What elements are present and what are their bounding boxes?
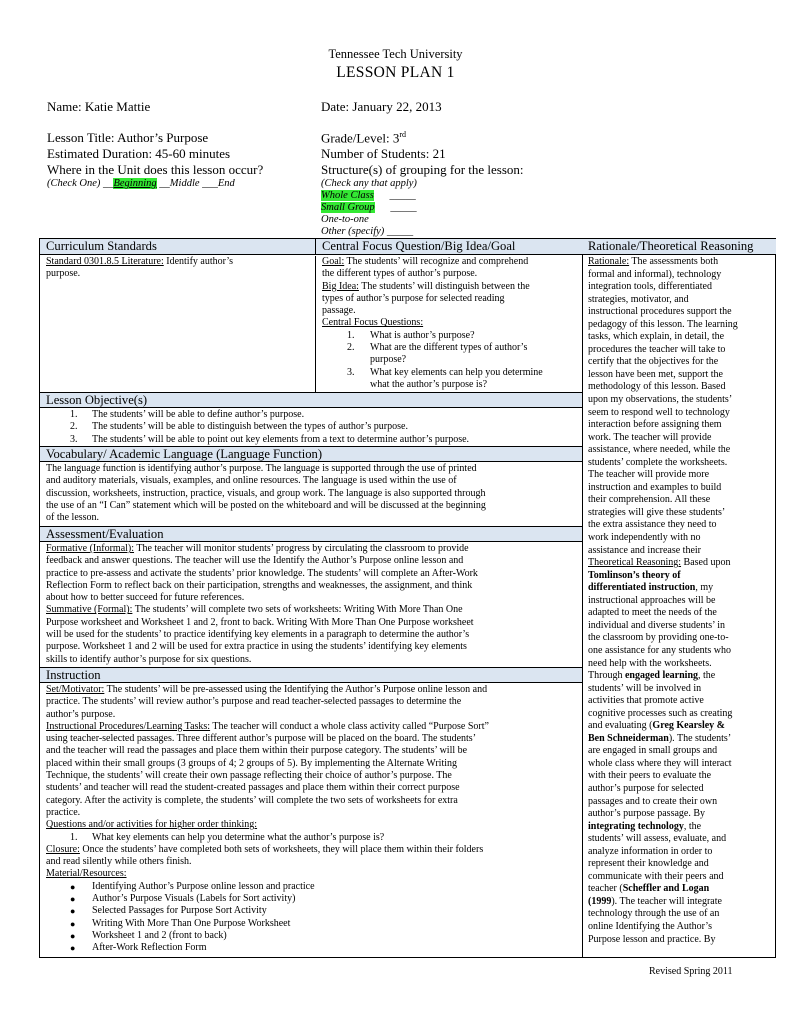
lesson-date: Date: January 22, 2013 <box>321 99 442 114</box>
header-rationale: Rationale/Theoretical Reasoning <box>582 239 776 255</box>
option-whole-class: Whole Class _____ <box>321 190 416 201</box>
estimated-duration: Estimated Duration: 45-60 minutes <box>47 146 231 161</box>
objectives-list: 1. The students’ will be able to define author’s purpose. 2. The students’ will be able to distinguish between the types of author’s purpose. 3. The students’ will be able to point out key elements from a text to determine author’s purpose. <box>70 409 470 445</box>
assessment-text: Formative (Informal): The teacher will monitor students’ progress by circulating the classroom to provide feedback and answer questions. The teacher will use the Identify the Author’s Purpose online lesson and practice to pre-assess and activate the students’ prior knowledge. The students’ will complete an After-Work Reflection Form to reflect back on their participation, strengths and weaknesses, the assignment, and think about how to better succeed for future references. Summative (Formal): The students’ will complete two sets of worksheets: Writing With More Than One Purpose worksheet and Worksheet 1 and 2, front to back. Writing With More Than One Purpose worksheet will be used for the students’ to practice identifying key elements in a paragraph to determine the author’s purpose. Worksheet 1 and 2 will be used for extra practice in using the students’ identifying key elements skills to identify author’s purpose for six questions. <box>46 543 478 665</box>
header-curriculum-standards: Curriculum Standards <box>46 239 157 253</box>
page-title: LESSON PLAN 1 <box>336 64 455 81</box>
grouping-question: Structure(s) of grouping for the lesson: <box>321 162 524 177</box>
check-any-note: (Check any that apply) <box>321 178 417 189</box>
list-item: ● Selected Passages for Purpose Sort Activity <box>70 905 267 917</box>
lesson-plan-table <box>39 238 776 958</box>
revision-footer: Revised Spring 2011 <box>649 966 733 977</box>
grade-level: Grade/Level: 3rd <box>321 130 406 146</box>
option-small-group: Small Group _____ <box>321 202 417 213</box>
unit-position-options: (Check One) __Beginning __Middle ___End <box>47 178 235 189</box>
standards-section <box>40 256 582 392</box>
header-central-focus: Central Focus Question/Big Idea/Goal <box>322 239 516 253</box>
header-lesson-objectives: Lesson Objective(s) <box>40 392 582 408</box>
column-divider <box>315 239 316 255</box>
list-item: ● Author’s Purpose Visuals (Labels for Sort activity) <box>70 893 296 905</box>
list-item: ● Writing With More Than One Purpose Worksheet <box>70 917 291 929</box>
header-vocabulary: Vocabulary/ Academic Language (Language Function) <box>40 446 582 462</box>
instruction-text: Set/Motivator: The students’ will be pre-assessed using the Identifying the Author’s Purpose online lesson and practice. The students’ will review author’s purpose and read teacher-selected passages to determine the author’s purpose. Instructional Procedures/Learning Tasks: The teacher will conduct a whole class activity called “Purpose Sort” using teacher-selected passages. Three different author’s purpose will be placed on the board. The students’ and the teacher will read the passages and place them within their purpose category. The students’ will be placed within their small groups (3 groups of 4; 2 groups of 5). By implementing the Alternate Writing Technique, the students’ will create their own passage reflecting their choice of author’s purpose. The students’ and teacher will read the student-created passages and place them within their correct purpose category. After the activity is complete, the students’ will complete the two sets of worksheets for extra practice. Questions and/or activities for higher order thinking: 1. What key elements can help you determine what the author’s purpose is? Closure: Once the students’ have completed both sets of worksheets, they will place them within their folders and read silently while others finish. Material/Resources: ● Identifying Author’s Purpose online lesson and practice ● Author’s Purpose Visuals (Labels for Sort activity) ● Selected Passages for Purpose Sort Activity ● Writing With More Than One Purpose Worksheet ● Worksheet 1 and 2 (front to back) ● After-Work Reflection Form <box>40 684 582 955</box>
main-column <box>40 239 583 957</box>
university-name: Tennessee Tech University <box>328 47 463 61</box>
standard-cell: Standard 0301.8.5 Literature: Identify author’s purpose. <box>46 256 233 280</box>
option-one-to-one: One-to-one <box>321 214 369 225</box>
header-instruction: Instruction <box>40 667 582 683</box>
rationale-column <box>582 239 776 957</box>
number-of-students: Number of Students: 21 <box>321 146 446 161</box>
option-beginning: Beginning <box>113 178 157 189</box>
rationale-text: Rationale: The assessments both formal and informal), technology integration tools, differentiated strategies, motivator, and instructional procedures support the pedagogy of this lesson. The learning tasks, which explain, in detail, the procedures the teacher will take to certify that the objectives for the lesson have been met, support the methodology of this lesson. Based upon my observations, the students’ seem to respond well to technology interaction before assigning them work. The teacher will provide assistance, where needed, while the students’ complete the worksheets. The teacher will provide more instruction and examples to build their comprehension. All these strategies will give these students’ the extra assistance they need to work independently with no assistance and increase their Theoretical Reasoning: Based upon Tomlinson’s theory of differentiated instruction, my instructional approaches will be adapted to meet the needs of the individual and diverse students’ in the classroom by providing one-to- one assistance for any students who need help with the worksheets. Through engaged learning, the students’ will be involved in activities that promote active cognitive processes such as creating and evaluating (Greg Kearsley & Ben Schneiderman). The students’ are engaged in small groups and whole class where they will interact with their peers to evaluate the author’s purpose for selected passages and to create their own author’s purpose passage. By integrating technology, the students’ will assess, evaluate, and analyze information in order to represent their knowledge and communicate with their peers and teacher (Scheffler and Logan (1999). The teacher will integrate technology through the use of an online Identifying the Author’s Purpose lesson and practice. By <box>588 256 738 945</box>
option-other: Other (specify) _____ <box>321 226 414 237</box>
central-focus-cell: Goal: The students’ will recognize and comprehend the different types of author’s purpose. Big Idea: The students’ will distinguish between the types of author’s purpose for selected reading passage. Central Focus Questions: 1. What is author’s purpose? 2. What are the different types of author’s purpose? 3. What key elements can help you determine what the author’s purpose is? <box>322 256 543 390</box>
header-row <box>40 239 582 255</box>
list-item: ● Worksheet 1 and 2 (front to back) <box>70 929 227 941</box>
list-item: ● After-Work Reflection Form <box>70 942 207 954</box>
list-item: ● Identifying Author’s Purpose online lesson and practice <box>70 880 315 892</box>
student-name: Name: Katie Mattie <box>47 99 151 114</box>
header-assessment: Assessment/Evaluation <box>40 526 582 542</box>
lesson-title: Lesson Title: Author’s Purpose <box>47 130 209 145</box>
vocabulary-text: The language function is identifying author’s purpose. The language is supported through the use of printed and auditory materials, visuals, examples, and online resources. The language is used within the use of discussion, worksheets, instruction, practice, visuals, and group work. The language is also supported through the use of an “I Can” statement which will be posted on the whiteboard and will be discussed at the beginning of the lesson. <box>46 463 486 524</box>
unit-position-question: Where in the Unit does this lesson occur? <box>47 162 264 177</box>
